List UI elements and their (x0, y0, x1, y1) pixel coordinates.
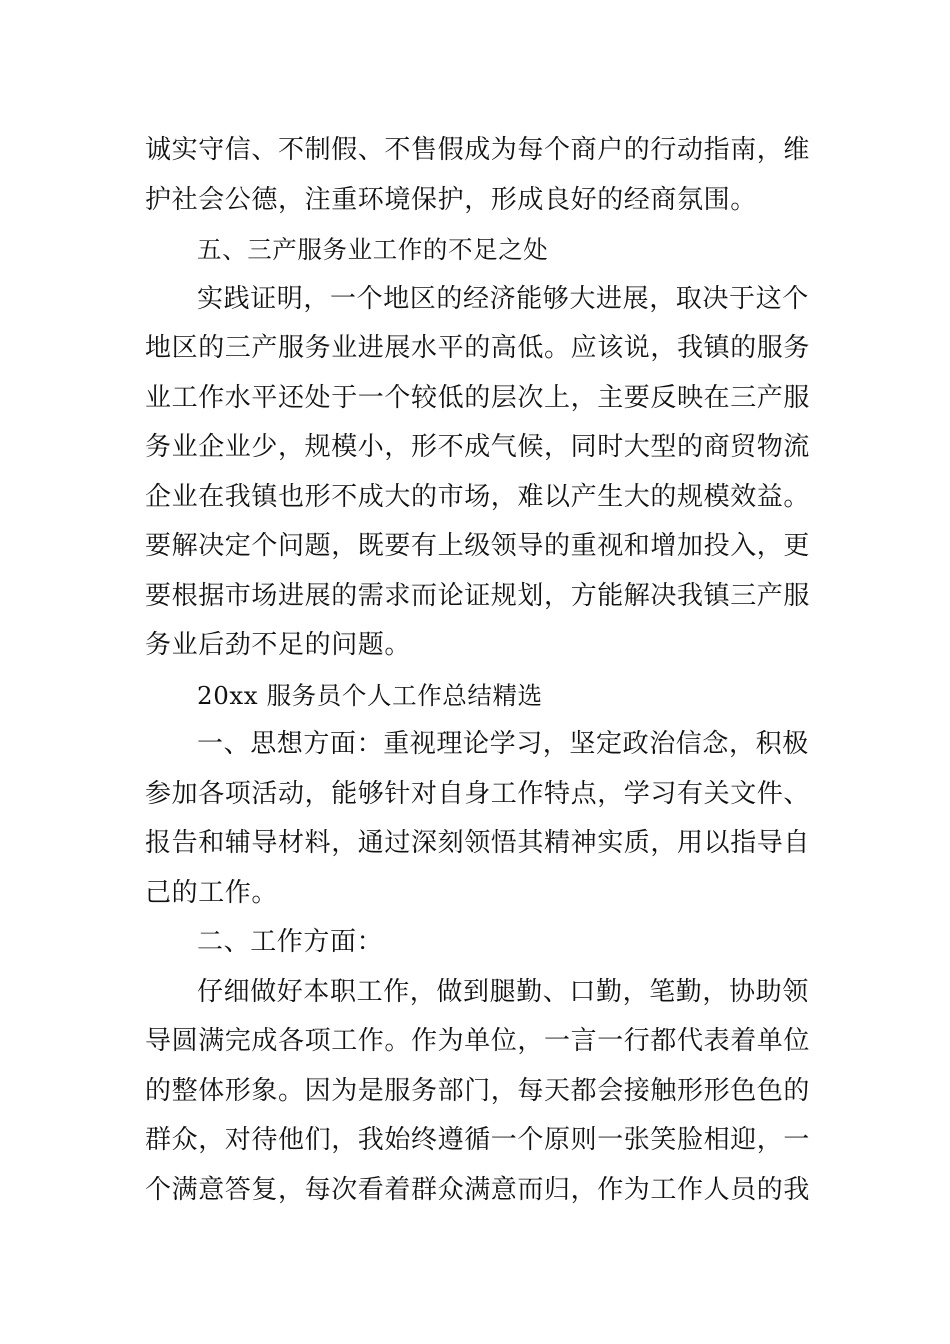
text-line: 务业企业少，规模小，形不成气候，同时大型的商贸物流 (145, 432, 811, 462)
text-line: 参加各项活动，能够针对自身工作特点，学习有关文件、 (145, 778, 811, 809)
text-line: 要根据市场进展的需求而论证规划，方能解决我镇三产服 (145, 580, 811, 611)
text-line: 己的工作。 (145, 877, 279, 908)
text-line: 地区的三产服务业进展水平的高低。应该说，我镇的服务 (145, 333, 811, 363)
text-line: 二、工作方面： (197, 927, 384, 957)
text-line: 要解决定个问题，既要有上级领导的重视和增加投入，更 (145, 531, 811, 561)
text-line: 务业后劲不足的问题。 (145, 630, 412, 660)
text-line: 的整体形象。因为是服务部门，每天都会接触形形色色的 (145, 1075, 811, 1106)
document-page (145, 126, 811, 1215)
text-line: 个满意答复，每次看着群众满意而归，作为工作人员的我 (145, 1174, 811, 1205)
text-line: 导圆满完成各项工作。作为单位，一言一行都代表着单位 (145, 1026, 811, 1056)
text-line: 一、思想方面：重视理论学习，坚定政治信念，积极 (197, 729, 809, 759)
text-line: 诚实守信、不制假、不售假成为每个商户的行动指南，维 (145, 135, 811, 165)
text-line: 实践证明，一个地区的经济能够大进展，取决于这个 (197, 283, 809, 314)
text-line: 群众，对待他们，我始终遵循一个原则一张笑脸相迎，一 (145, 1125, 811, 1155)
text-line: 企业在我镇也形不成大的市场，难以产生大的规模效益。 (145, 481, 811, 512)
text-line: 报告和辅导材料，通过深刻领悟其精神实质，用以指导自 (145, 828, 811, 858)
text-line: 护社会公德，注重环境保护，形成良好的经商氛围。 (145, 184, 757, 215)
text-line: 仔细做好本职工作，做到腿勤、口勤，笔勤，协助领 (197, 976, 809, 1007)
text-line: 业工作水平还处于一个较低的层次上，主要反映在三产服 (145, 382, 811, 413)
section-heading: 20xx 服务员个人工作总结精选 (197, 680, 543, 710)
section-heading: 五、三产服务业工作的不足之处 (197, 235, 549, 264)
